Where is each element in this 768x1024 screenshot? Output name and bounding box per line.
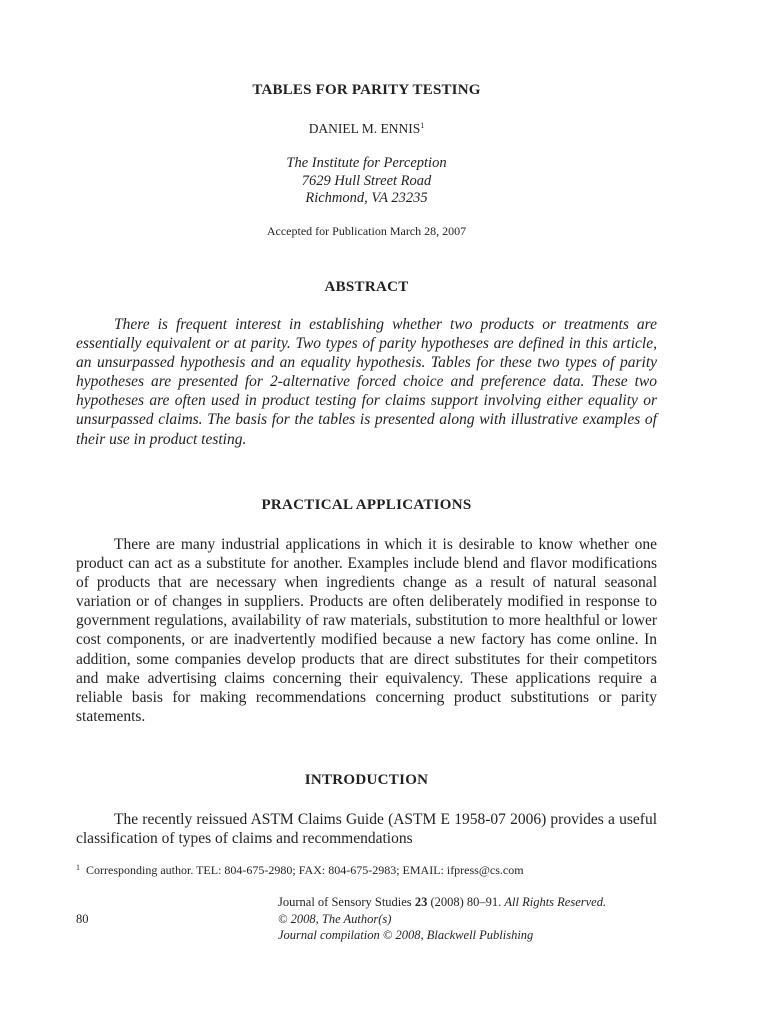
footnote-mark: 1: [76, 863, 80, 872]
page-number: 80: [76, 912, 89, 926]
journal-line: [278, 894, 606, 911]
introduction-text: The recently reissued ASTM Claims Guide (ASTM E 1958-07 2006) provides a useful classification of types of claims and recommendations: [76, 811, 657, 848]
copyright-compilation: Journal compilation © 2008, Blackwell Publishing: [278, 928, 534, 942]
author-name-text: DANIEL M. ENNIS: [308, 121, 421, 136]
introduction-heading: INTRODUCTION: [304, 772, 429, 788]
footnote-text: Corresponding author. TEL: 804-675-2980; FAX: 804-675-2983; EMAIL: ifpress@cs.com: [86, 863, 524, 877]
affiliation: [0, 155, 733, 208]
accepted-date: Accepted for Publication March 28, 2007: [266, 224, 467, 238]
author-name: [0, 121, 733, 137]
affiliation-city: Richmond, VA 23235: [305, 190, 428, 206]
journal-rights: All Rights Reserved.: [504, 895, 607, 909]
journal-citation: [278, 894, 606, 944]
author-footnote-mark: 1: [420, 121, 425, 130]
journal-volume: 23: [414, 895, 428, 909]
abstract-text: There is frequent interest in establishing whether two products or treatments are essentially equivalent or at parity. Two types of parity hypotheses are defined in this article, an unsurpassed hypothesis and an equality hypothesis. Tables for these two types of parity hypotheses are presented for 2-alternative forced choice and preference data. These two hypotheses are often used in product testing for claims support involving either equality or unsurpassed claims. The basis for the tables is presented along with illustrative examples of their use in product testing.: [76, 316, 657, 448]
practical-applications-text: There are many industrial applications in which it is desirable to know whether one product can act as a substitute for another. Examples include blend and flavor modifications of products that are necessary when ingredients change as a result of natural seasonal variation or of changes in suppliers. Products are often deliberately modified in response to government regulations, availability of raw materials, substitution to more healthful or lower cost components, or are inadvertently modified because a new factory has come online. In addition, some companies develop products that are direct substitutes for their competitors and make advertising claims concerning their equivalency. These applications require a reliable basis for making recommendations concerning product substitutions or parity statements.: [76, 536, 657, 725]
abstract-heading: ABSTRACT: [324, 279, 409, 295]
practical-applications-heading: PRACTICAL APPLICATIONS: [261, 497, 472, 513]
paper-title: TABLES FOR PARITY TESTING: [252, 82, 481, 98]
affiliation-street: 7629 Hull Street Road: [301, 172, 432, 189]
journal-name: Journal of Sensory Studies: [278, 895, 412, 909]
affiliation-institute: The Institute for Perception: [286, 155, 447, 171]
footnote: [76, 863, 524, 878]
journal-issue-pages: (2008) 80–91.: [430, 895, 502, 909]
copyright-author: © 2008, The Author(s): [278, 911, 392, 926]
